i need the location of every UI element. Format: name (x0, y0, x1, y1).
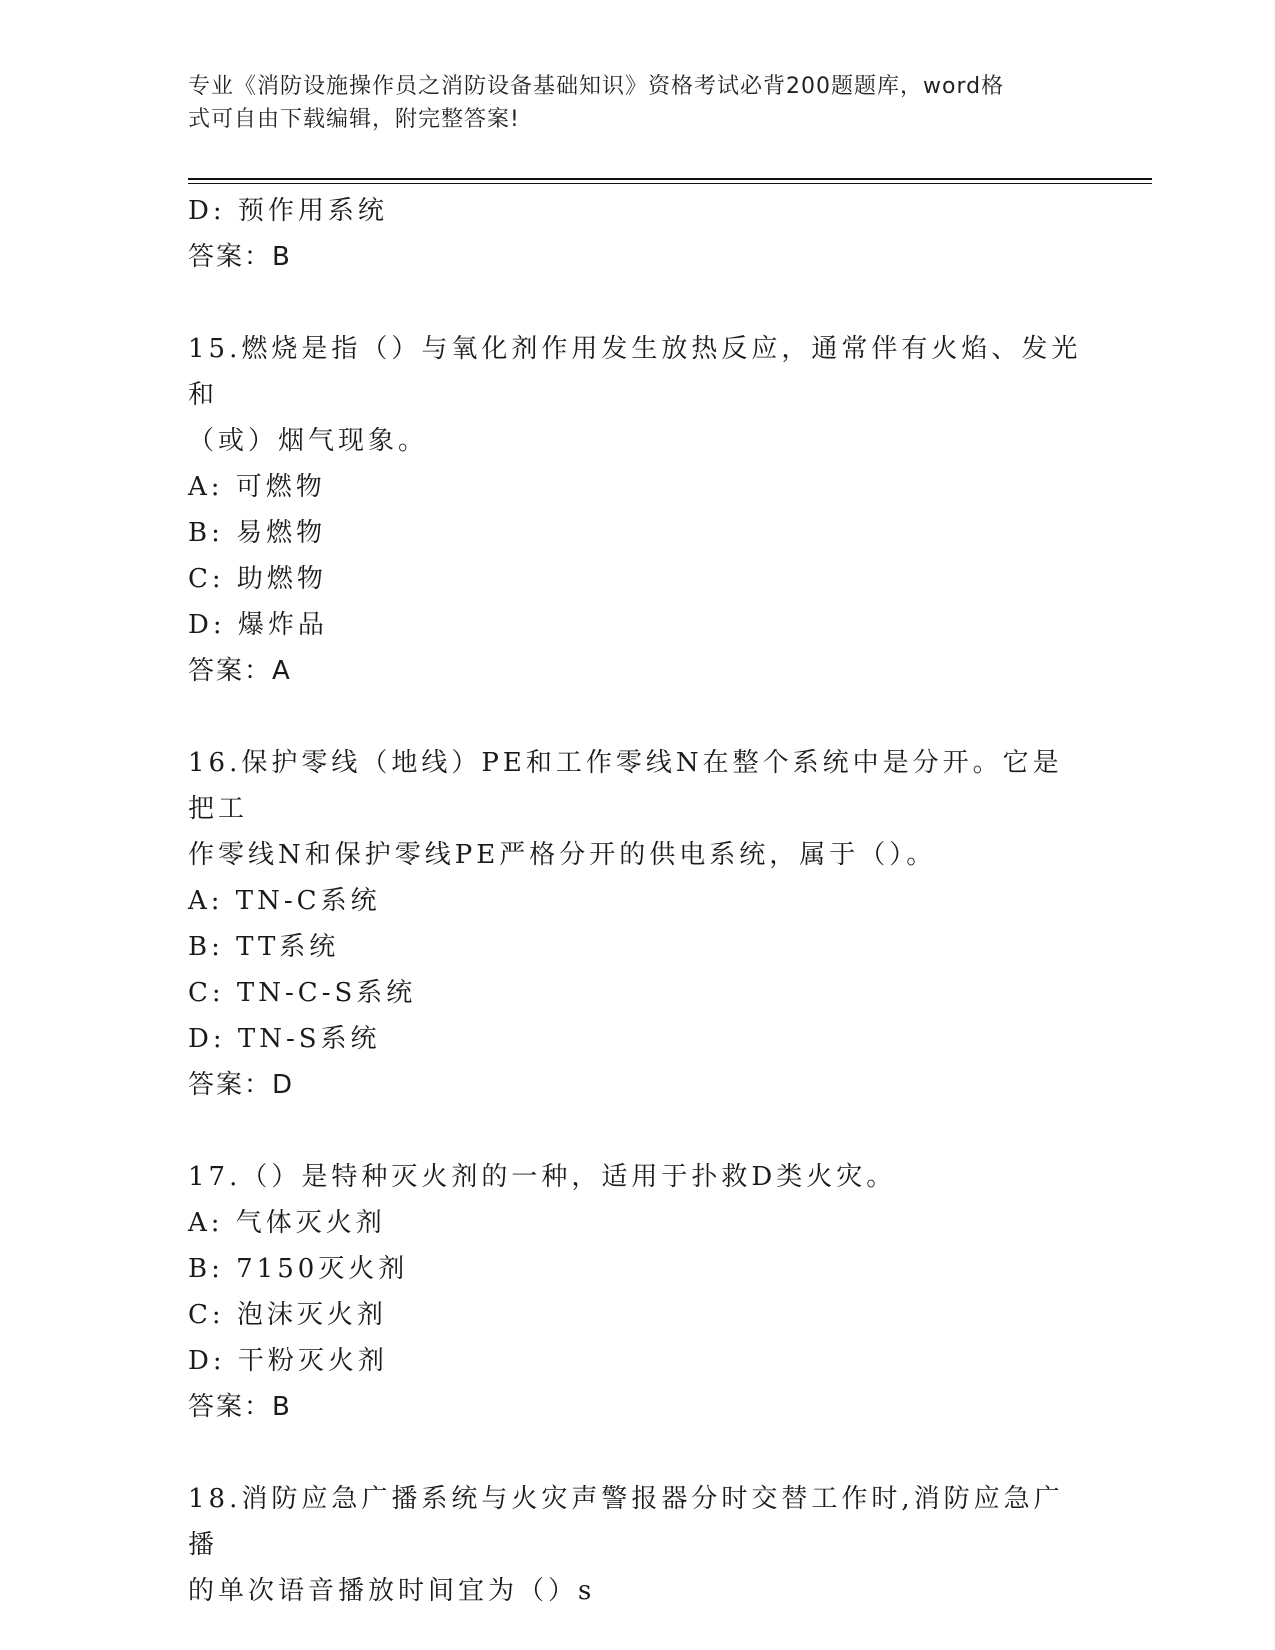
question-stem-line: 16.保护零线（地线）PE和工作零线N在整个系统中是分开。它是把工 (188, 748, 1063, 824)
option-b: B: TT系统 (188, 932, 340, 962)
option-b: B: 7150灭火剂 (188, 1254, 409, 1284)
option-a: A: TN-C系统 (188, 886, 381, 916)
document-header (188, 70, 1068, 136)
question-stem-line: （或）烟气现象。 (188, 426, 429, 456)
question-16 (188, 740, 1088, 1108)
question-18 (188, 1476, 1088, 1614)
header-divider-thin (188, 183, 1152, 184)
option-a: A: 气体灭火剂 (188, 1208, 386, 1238)
spacer (188, 280, 1088, 326)
question-stem-line: 15.燃烧是指（）与氧化剂作用发生放热反应，通常伴有火焰、发光和 (188, 334, 1082, 410)
header-line-1: 专业《消防设施操作员之消防设备基础知识》资格考试必背200题题库，word格 (188, 74, 1005, 99)
spacer (188, 1108, 1088, 1154)
option-d: D: 爆炸品 (188, 610, 328, 640)
carryover-option-d: D: 预作用系统 (188, 196, 388, 226)
option-a: A: 可燃物 (188, 472, 326, 502)
answer-line: 答案：A (188, 656, 292, 686)
option-c: C: 泡沫灭火剂 (188, 1300, 387, 1330)
question-stem-line: 的单次语音播放时间宜为（）s (188, 1576, 596, 1606)
spacer (188, 694, 1088, 740)
question-17 (188, 1154, 1088, 1430)
option-b: B: 易燃物 (188, 518, 327, 548)
header-divider-thick (188, 178, 1152, 180)
spacer (188, 1430, 1088, 1476)
question-15 (188, 326, 1088, 694)
question-stem-line: 作零线N和保护零线PE严格分开的供电系统，属于（）。 (188, 840, 937, 870)
question-content (188, 188, 1088, 1614)
option-c: C: TN-C-S系统 (188, 978, 417, 1008)
question-stem-line: 17.（）是特种灭火剂的一种，适用于扑救D类火灾。 (188, 1162, 897, 1192)
option-c: C: 助燃物 (188, 564, 327, 594)
header-line-2: 式可自由下载编辑，附完整答案! (188, 107, 520, 132)
option-d: D: 干粉灭火剂 (188, 1346, 388, 1376)
answer-line: 答案：B (188, 1392, 292, 1422)
answer-line: 答案：D (188, 1070, 295, 1100)
option-d: D: TN-S系统 (188, 1024, 381, 1054)
carryover-answer: 答案：B (188, 242, 292, 272)
question-stem-line: 18.消防应急广播系统与火灾声警报器分时交替工作时,消防应急广播 (188, 1484, 1064, 1560)
